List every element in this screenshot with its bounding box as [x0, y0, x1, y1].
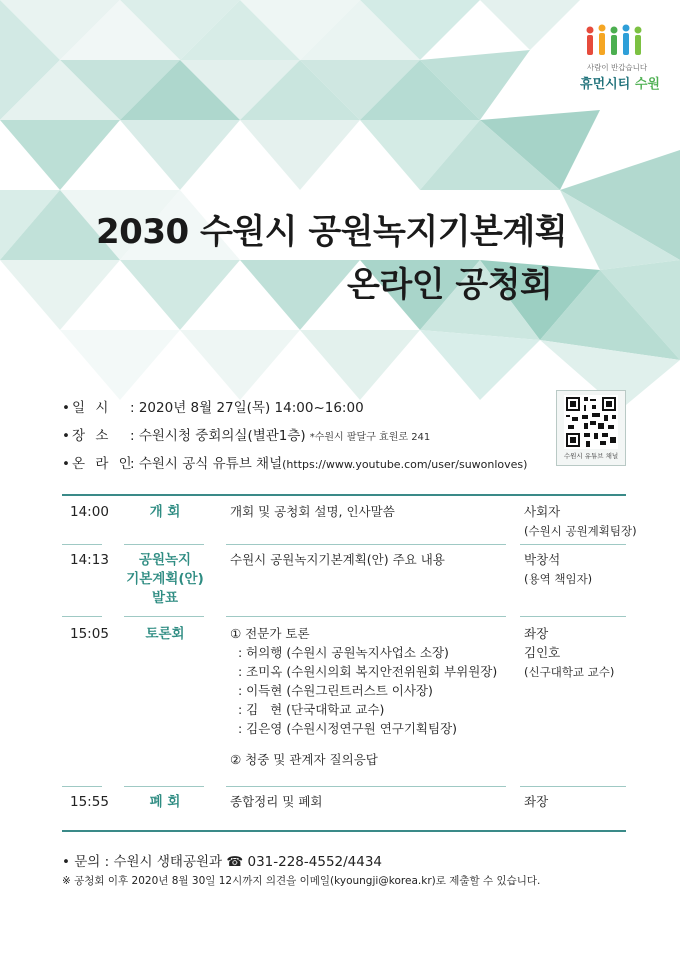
row-content: 수원시 공원녹지기본계획(안) 주요 내용: [230, 552, 445, 567]
logo-tagline: 사람이 반갑습니다: [586, 63, 648, 72]
info-label: 장 소: [72, 428, 112, 444]
footnote: ※ 공청회 이후 2020년 8월 30일 12시까지 의견을 이메일(kyoungji@korea.kr)로 제출할 수 있습니다.: [62, 875, 541, 887]
logo-brand-humancity: 휴먼시티: [580, 77, 631, 92]
row-divider: [124, 544, 204, 545]
info-value: : 수원시청 중회의실(별관1층): [130, 428, 306, 444]
row-content: : 허의행 (수원시 공원녹지사업소 소장): [230, 645, 449, 660]
row-session: 개 회: [149, 504, 181, 520]
info-value: : 수원시 공식 유튜브 채널: [130, 456, 283, 472]
row-session: 토론회: [145, 626, 185, 642]
row-content: 종합정리 및 폐회: [230, 794, 323, 809]
row-content: : 이득현 (수원그린트러스트 이사장): [230, 683, 433, 698]
row-divider: [62, 616, 102, 617]
row-divider: [520, 544, 626, 545]
row-speaker: 사회자: [524, 504, 561, 519]
row-content: : 김은영 (수원시정연구원 연구기획팀장): [230, 721, 458, 736]
row-session: 폐 회: [149, 794, 181, 810]
row-speaker: 박창석: [524, 552, 561, 567]
row-session: 공원녹지: [138, 552, 192, 568]
table-bottom-rule: [62, 830, 626, 832]
row-speaker-role: (수원시 공원계획팀장): [524, 524, 637, 538]
row-divider: [62, 544, 102, 545]
row-speaker-role: (용역 책임자): [524, 572, 593, 586]
row-divider: [520, 786, 626, 787]
row-time: 15:05: [70, 626, 109, 642]
row-time: 15:55: [70, 794, 109, 810]
bullet: •: [62, 456, 70, 472]
people-logo-icon: [584, 24, 644, 58]
row-divider: [226, 786, 506, 787]
youtube-qr-code[interactable]: [556, 390, 626, 466]
row-divider: [124, 786, 204, 787]
bullet: •: [62, 400, 70, 416]
row-session: 발표: [151, 590, 179, 606]
row-speaker: 김인호: [524, 645, 561, 660]
page-title-line1: 2030 수원시 공원녹지기본계획: [96, 212, 568, 252]
row-divider: [520, 616, 626, 617]
row-content: ② 청중 및 관계자 질의응답: [230, 752, 378, 767]
row-speaker-role: (신구대학교 교수): [524, 665, 615, 679]
youtube-url[interactable]: (https://www.youtube.com/user/suwonloves): [282, 458, 528, 471]
row-session: 기본계획(안): [126, 571, 204, 587]
row-time: 14:13: [70, 552, 109, 568]
info-online: [62, 452, 527, 472]
info-label: 일 시: [72, 400, 112, 416]
logo-brand-suwon: 수원: [634, 77, 660, 92]
page-title-line2: 온라인 공청회: [347, 265, 553, 305]
logo-brand: [570, 73, 670, 92]
info-note: *수원시 팔달구 효원로 241: [309, 432, 431, 443]
bullet: •: [62, 428, 70, 444]
row-speaker: 좌장: [524, 794, 549, 809]
row-divider: [226, 544, 506, 545]
row-time: 14:00: [70, 504, 109, 520]
row-content: 개회 및 공청회 설명, 인사말씀: [230, 504, 395, 519]
table-top-rule: [62, 494, 626, 496]
qr-code-icon: [564, 395, 618, 449]
info-value: : 2020년 8월 27일(목) 14:00~16:00: [130, 400, 364, 416]
qr-caption: 수원시 유튜브 채널: [563, 452, 619, 460]
row-content: ① 전문가 토론: [230, 626, 310, 641]
info-label: 온 라 인: [72, 456, 135, 472]
row-divider: [124, 616, 204, 617]
humancity-suwon-logo: [576, 18, 666, 98]
row-divider: [226, 616, 506, 617]
row-divider: [62, 786, 102, 787]
row-content: : 조미옥 (수원시의회 복지안전위원회 부위원장): [230, 664, 498, 679]
contact-info: • 문의 : 수원시 생태공원과 ☎ 031-228-4552/4434: [62, 854, 383, 870]
row-speaker: 좌장: [524, 626, 549, 641]
info-place: [62, 424, 430, 444]
row-content: : 김 현 (단국대학교 교수): [230, 702, 385, 717]
info-date: [62, 396, 364, 416]
